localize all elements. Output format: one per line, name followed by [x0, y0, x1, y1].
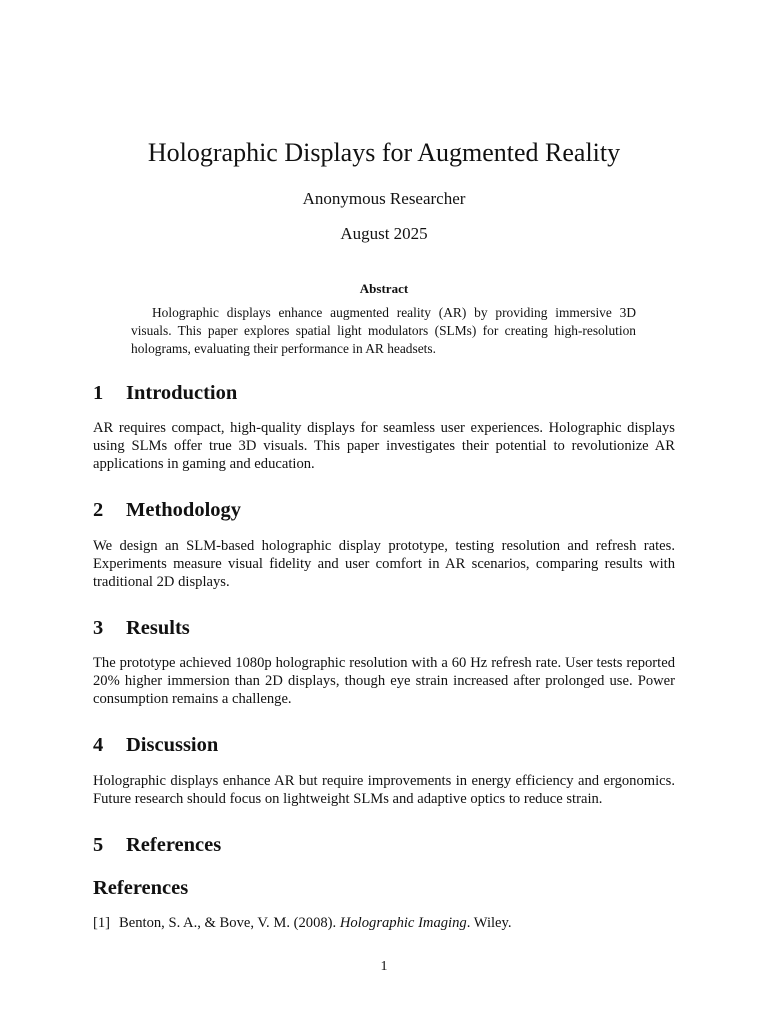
section-title: References	[126, 834, 222, 856]
section-text-introduction: AR requires compact, high-quality displays for seamless user experiences. Holographic displays using SLMs offer true 3D visuals. This paper investigates their potential to revolutionize AR applications in gaming and education.	[93, 420, 675, 472]
section-heading-introduction	[93, 380, 693, 406]
reference-publisher: . Wiley.	[466, 915, 512, 931]
section-heading-references	[93, 832, 693, 858]
page-number: 1	[380, 959, 388, 974]
section-number: 2	[93, 499, 104, 521]
reference-item	[93, 914, 675, 932]
section-heading-results	[93, 615, 693, 641]
section-text-methodology: We design an SLM-based holographic display prototype, testing resolution and refresh rates. Experiments measure visual fidelity and user comfort in AR scenarios, comparing results with traditional 2D displays.	[93, 538, 675, 590]
section-title: Methodology	[126, 499, 242, 521]
reference-authors: Benton, S. A., & Bove, V. M. (2008).	[119, 915, 340, 931]
section-number: 4	[93, 734, 104, 756]
section-number: 1	[93, 382, 104, 404]
section-heading-discussion	[93, 732, 693, 758]
reference-title: Holographic Imaging	[339, 915, 467, 931]
section-title: Introduction	[126, 382, 238, 404]
section-text-discussion: Holographic displays enhance AR but require improvements in energy efficiency and ergonomics. Future research should focus on lightweight SLMs and adaptive optics to reduce strain.	[93, 773, 675, 807]
section-heading-methodology	[93, 497, 693, 523]
paper-author: Anonymous Researcher	[302, 189, 466, 208]
section-text-results: The prototype achieved 1080p holographic resolution with a 60 Hz refresh rate. User tests reported 20% higher immersion than 2D displays, though eye strain increased after prolonged use. Power consumption remains a challenge.	[93, 655, 675, 707]
section-number: 5	[93, 834, 104, 856]
reference-label: [1]	[93, 915, 111, 931]
paper-title: Holographic Displays for Augmented Reality	[147, 138, 621, 167]
abstract-heading: Abstract	[359, 281, 409, 296]
section-title: Discussion	[126, 734, 219, 756]
abstract-text: Holographic displays enhance augmented reality (AR) by providing immersive 3D visuals. This paper explores spatial light modulators (SLMs) for creating high-resolution holograms, evaluating their performance in AR headsets.	[131, 305, 636, 356]
paper-date: August 2025	[340, 224, 428, 243]
section-title: Results	[126, 617, 190, 639]
section-number: 3	[93, 617, 104, 639]
references-heading: References	[93, 877, 189, 899]
